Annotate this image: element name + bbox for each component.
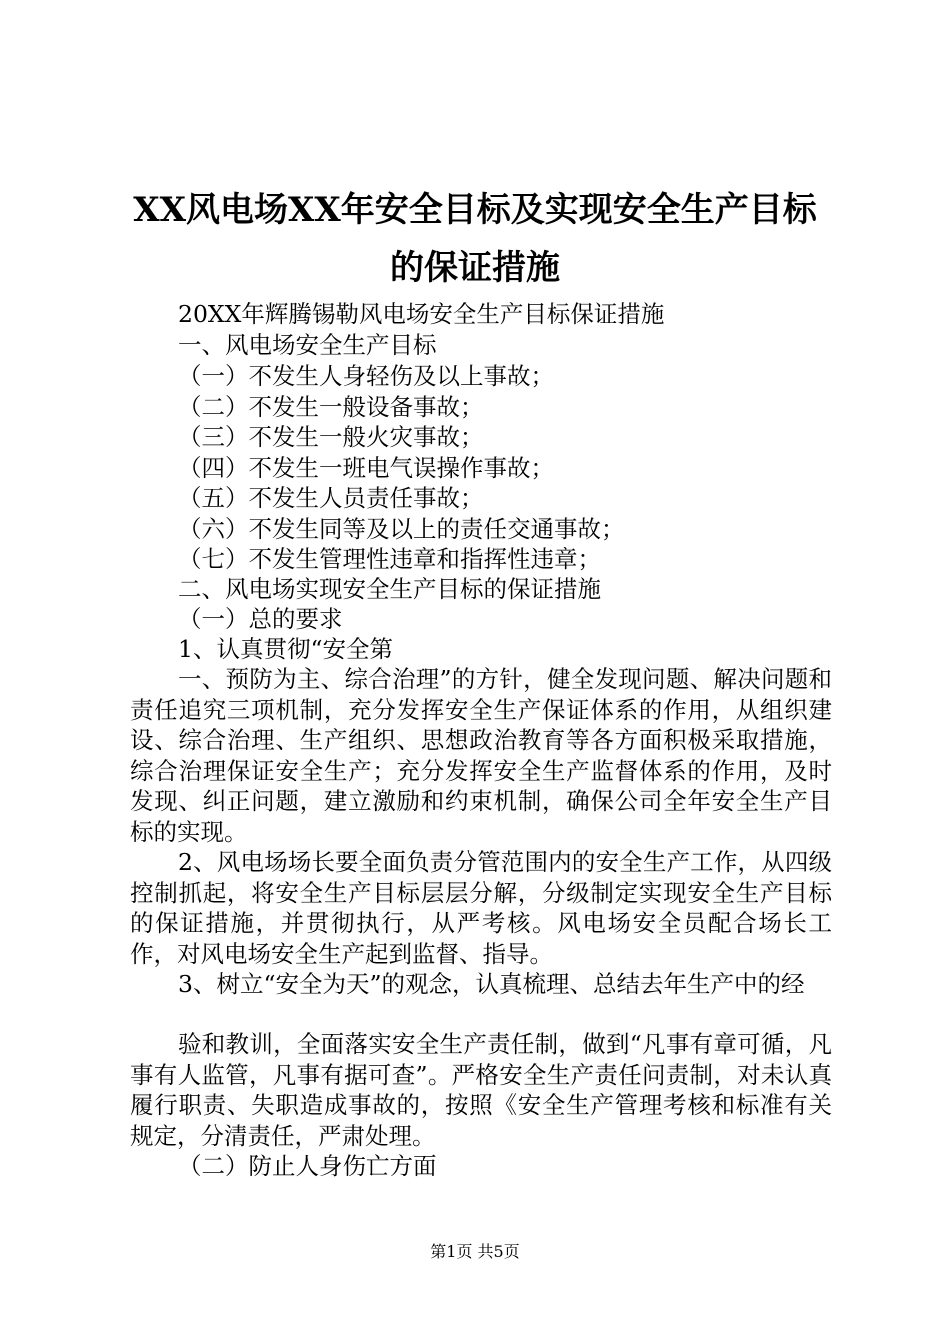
document-subtitle: 20XX年辉腾锡勒风电场安全生产目标保证措施 — [178, 300, 665, 328]
goal-item: （七）不发生管理性违章和指挥性违章； — [178, 545, 601, 573]
document-title-line-1: XX风电场XX年安全目标及实现安全生产目标 — [133, 190, 817, 230]
item-1-body-text: 一、预防为主、综合治理”的方针，健全发现问题、解决问题和责任追究三项机制，充分发挥安全生产保证体系的作用，从组织建设、综合治理、生产组织、思想政治教育等各方面积极采取措施，综合治理保证安全生产；充分发挥安全生产监督体系的作用，及时发现、纠正问题，建立激励和约束机制，确保公司全年安全生产目标的实现。 — [130, 665, 832, 846]
goal-item: （五）不发生人员责任事故； — [178, 484, 484, 512]
item-3-body-text: 3、树立“安全为天”的观念，认真梳理、总结去年生产中的经 — [178, 970, 805, 998]
item-1-label: 1、认真贯彻“安全第 — [178, 635, 393, 663]
subsection-1-heading: （一）总的要求 — [178, 605, 343, 633]
item-3-body — [130, 969, 832, 1000]
goal-item: （四）不发生一班电气误操作事故； — [178, 454, 554, 482]
goal-item: （三）不发生一般火灾事故； — [178, 423, 484, 451]
item-1-body — [130, 664, 832, 847]
goal-item: （二）不发生一般设备事故； — [178, 393, 484, 421]
section-1-heading: 一、风电场安全生产目标 — [178, 331, 437, 359]
section-2-heading: 二、风电场实现安全生产目标的保证措施 — [178, 575, 601, 603]
item-3-continuation — [130, 1029, 832, 1151]
subsection-2-heading: （二）防止人身伤亡方面 — [178, 1152, 437, 1180]
page-number-footer: 第1页 共5页 — [430, 1242, 520, 1261]
item-2-body — [130, 847, 832, 969]
document-title-line-2: 的保证措施 — [390, 248, 560, 288]
item-2-body-text: 2、风电场场长要全面负责分管范围内的安全生产工作，从四级控制抓起，将安全生产目标层层分解，分级制定实现安全生产目标的保证措施，并贯彻执行，从严考核。风电场安全员配合场长工作，对风电场安全生产起到监督、指导。 — [130, 848, 832, 968]
goal-item: （六）不发生同等及以上的责任交通事故； — [178, 515, 625, 543]
item-3-continuation-text: 验和教训，全面落实安全生产责任制，做到“凡事有章可循，凡事有人监管，凡事有据可查”。严格安全生产责任问责制，对未认真履行职责、失职造成事故的，按照《安全生产管理考核和标准有关规定，分清责任，严肃处理。 — [130, 1030, 832, 1150]
goal-item: （一）不发生人身轻伤及以上事故； — [178, 362, 554, 390]
